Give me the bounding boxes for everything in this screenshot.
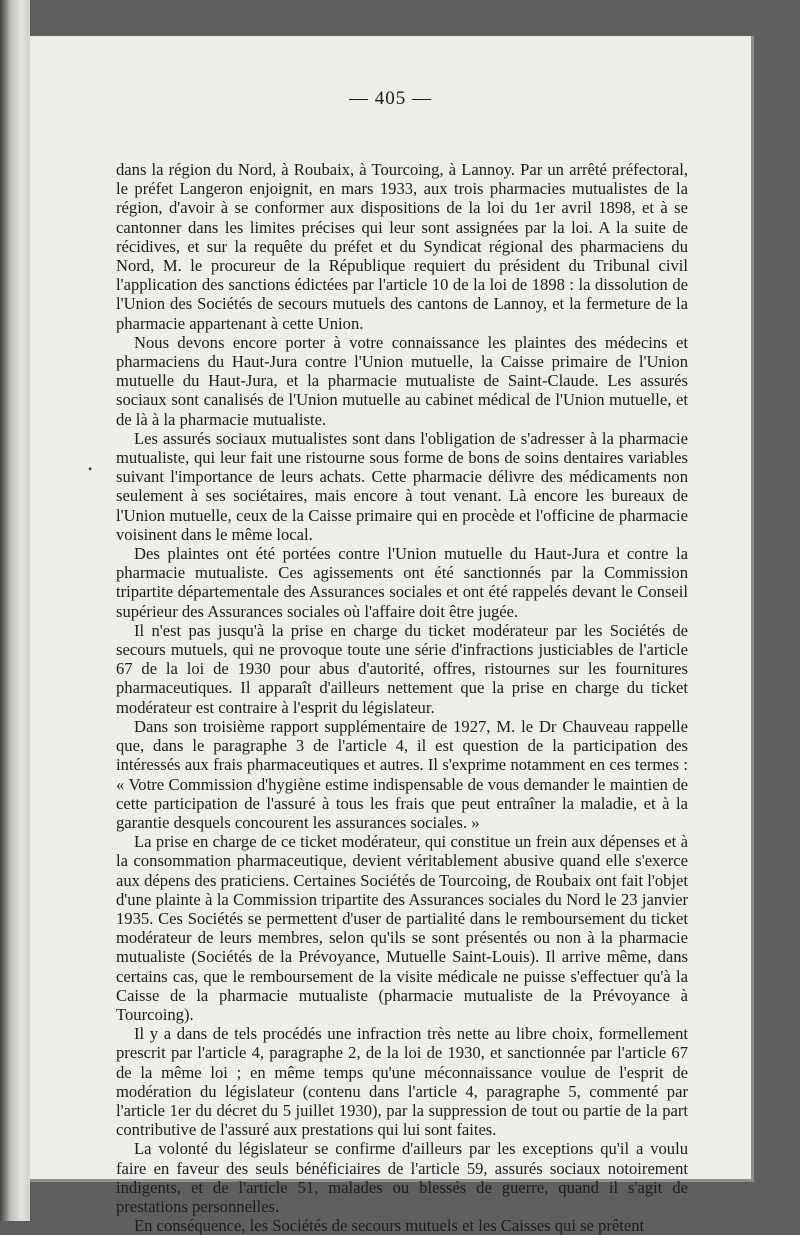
paragraph-8: Il y a dans de tels procédés une infraction très nette au libre choix, formellement prescrit par l'article 4, paragraphe 2, de la loi de 1930, et sanctionnée par l'article 67 de la même loi ; en même temps qu'une méconnaissance voulue de l'esprit de modération du législateur (contenu dans l'article 4, paragraphe 5, commenté par l'article 1er du décret du 5 juillet 1930), par la suppression de tout ou partie de la part contributive de l'assuré aux prestations qui lui sont faites. <box>116 1024 688 1140</box>
paragraph-9: La volonté du législateur se confirme d'ailleurs par les exceptions qu'il a voulu faire en faveur des seuls bénéficiaires de l'article 59, assurés sociaux notoirement indigents, et de l'article 51, malades ou blessés de guerre, quand il s'agit de prestations personnelles. <box>116 1139 688 1216</box>
paragraph-3: Les assurés sociaux mutualistes sont dans l'obligation de s'adresser à la pharmacie mutualiste, qui leur fait une ristourne sous forme de bons de soins dentaires variables suivant l'importance de leurs achats. Cette pharmacie délivre des médicaments non seulement à ses sociétaires, mais encore à tout venant. Là encore les bureaux de l'Union mutuelle, ceux de la Caisse primaire qui en procède et l'officine de pharmacie voisinent dans le même local. <box>116 428 688 544</box>
paragraph-7: La prise en charge de ce ticket modérateur, qui constitue un frein aux dépenses et à la consommation pharmaceutique, devient véritablement abusive quand elle s'exerce aux dépens des praticiens. Certaines Sociétés de Tourcoing, de Roubaix ont fait l'objet d'une plainte à la Commission tripartite des Assurances sociales du Nord le 23 janvier 1935. Ces Sociétés se permettent d'user de partialité dans le remboursement du ticket modérateur de leurs membres, selon qu'ils se sont présentés ou non à la pharmacie mutualiste (Sociétés de la Prévoyance, Mutuelle Saint-Louis). Il arrive même, dans certains cas, que le remboursement de la visite médicale ne puisse s'effectuer qu'à la Caisse de la pharmacie mutualiste (pharmacie mutualiste de la Prévoyance à Tourcoing). <box>116 832 689 1024</box>
paragraph-10: En conséquence, les Sociétés de secours mutuels et les Caisses qui se prêtent <box>134 1216 645 1235</box>
adjacent-page-edge <box>0 0 30 1221</box>
paragraph-2: Nous devons encore porter à votre connaissance les plaintes des médecins et pharmaciens du Haut-Jura contre l'Union mutuelle, la Caisse primaire de l'Union mutuelle du Haut-Jura, et la pharmacie mutualiste de Saint-Claude. Les assurés sociaux sont canalisés de l'Union mutuelle au cabinet médical de l'Union mutuelle, et de là à la pharmacie mutualiste. <box>116 332 688 429</box>
book-page <box>30 36 754 1235</box>
paragraph-1: dans la région du Nord, à Roubaix, à Tourcoing, à Lannoy. Par un arrêté préfectoral, le préfet Langeron enjoignit, en mars 1933, aux trois pharmacies mutualistes de la région, d'avoir à se conformer aux dispositions de la loi du 1er avril 1898, et à se cantonner dans les limites précises qui leur sont assignées par la loi. A la suite de récidives, et sur la requête du préfet et du Syndicat régional des pharmaciens du Nord, M. le procureur de la République requiert du président du Tribunal civil l'application des sanctions édictées par l'article 10 de la loi de 1898 : la dissolution de l'Union des Sociétés de secours mutuels des cantons de Lannoy, et la fermeture de la pharmacie appartenant à cette Union. <box>116 160 688 333</box>
paragraph-6: Dans son troisième rapport supplémentaire de 1927, M. le Dr Chauveau rappelle que, dans le paragraphe 3 de l'article 4, il est question de la participation des intéressés aux frais pharmaceutiques et autres. Il s'exprime notamment en ces termes : « Votre Commission d'hygiène estime indispensable de vous demander le maintien de cette participation de l'assuré à tous les frais que peut entraîner la maladie, et à la garantie desquels concourent les assurances sociales. » <box>116 716 688 832</box>
margin-dot-mark: • <box>88 462 93 476</box>
paragraph-4: Des plaintes ont été portées contre l'Union mutuelle du Haut-Jura et contre la pharmacie mutualiste. Ces agissements ont été sanctionnés par la Commission tripartite départementale des Assurances sociales et ont été rappelés devant le Conseil supérieur des Assurances sociales où l'affaire doit être jugée. <box>116 544 688 621</box>
page-number: — 405 — <box>349 88 432 109</box>
paragraph-5: Il n'est pas jusqu'à la prise en charge du ticket modérateur par les Sociétés de secours mutuels, qui ne provoque toute une série d'infractions justiciables de l'article 67 de la loi de 1930 pour abus d'autorité, offres, ristournes sur les fournitures pharmaceutiques. Il apparaît d'ailleurs nettement que la prise en charge du ticket modérateur est contraire à l'esprit du législateur. <box>116 620 688 717</box>
page-body-text <box>116 160 688 1235</box>
